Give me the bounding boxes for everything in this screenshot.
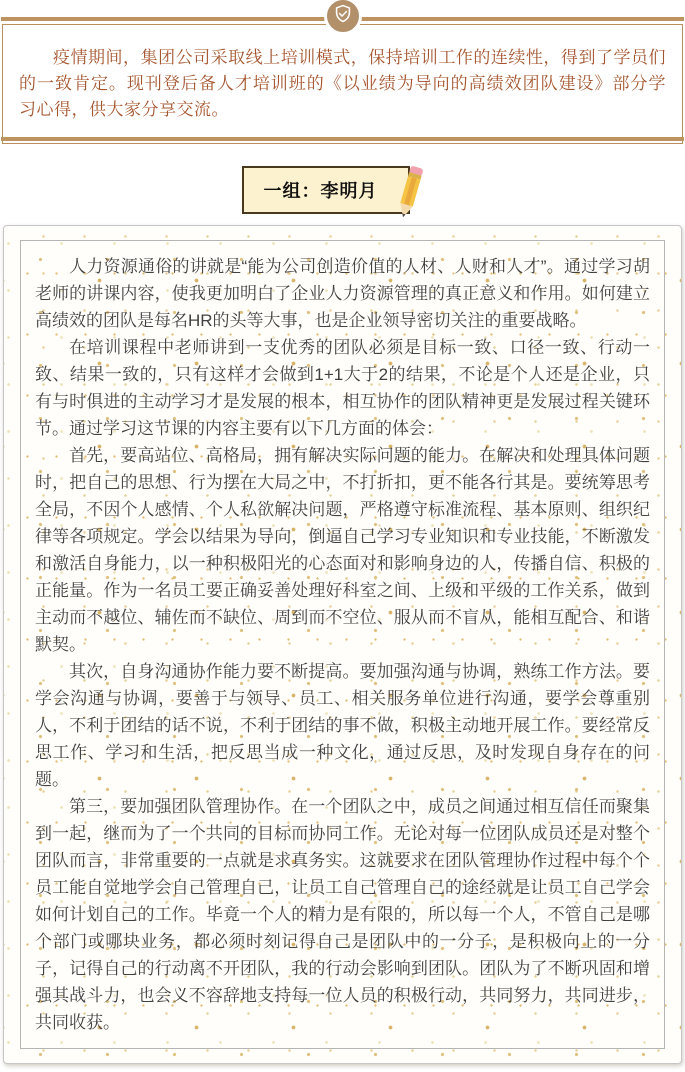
paragraph: 第三，要加强团队管理协作。在一个团队之中，成员之间通过相互信任而聚集到一起，继而为了一个共同的目标而协同工作。无论对每一位团队成员还是对整个团队而言，非常重要的一点就是求真务实。这就要求在团队管理协作过程中每个个员工能自觉地学会自己管理自己，让员工自己管理自己的途经就是让员工自己学会如何计划自己的工作。毕竟一个人的精力是有限的，所以每一个人，不管自己是哪个部门或哪块业务，都必须时刻记得自己是团队中的一分子，是积极向上的一分子，记得自己的行动离不开团队，我的行动会影响到团队。团队为了不断巩固和增强其战斗力，也会义不容辞地支持每一位人员的积极行动，共同努力，共同进步，共同收获。 (35, 797, 650, 1032)
author-tag (242, 166, 410, 214)
paragraph: 人力资源通俗的讲就是“能为公司创造价值的人材、人财和人才”。通过学习胡老师的讲课内容，使我更加明白了企业人力资源管理的真正意义和作用。如何建立高绩效的团队是每名HR的头等大事，也是企业领导密切关注的重要战略。 (35, 257, 650, 330)
paragraph: 首先，要高站位、高格局，拥有解决实际问题的能力。在解决和处理具体问题时，把自己的思想、行为摆在大局之中，不打折扣，更不能各行其是。要统筹思考全局，不因个人感情、个人私欲解决问题，严格遵守标准流程、基本原则、组织纪律等各项规定。学会以结果为导向，倒逼自己学习专业知识和专业技能，不断激发和激活自身能力，以一种积极阳光的心态面对和影响身边的人，传播自信、积极的正能量。作为一名员工要正确妥善处理好科室之间、上级和平级的工作关系，做到主动而不越位、辅佐而不缺位、周到而不空位、服从而不盲从，能相互配合、和谐默契。 (35, 446, 650, 654)
notice-banner (2, 24, 683, 144)
notice-text: 疫情期间，集团公司采取线上培训模式，保持培训工作的连续性，得到了学员们的一致肯定。现刊登后备人才培训班的《以业绩为导向的高绩效团队建设》部分学习心得，供大家分享交流。 (19, 48, 666, 119)
badge-circle (324, 0, 362, 35)
article-card (3, 225, 682, 1064)
article-body (20, 240, 665, 1049)
author-tag-label: 一组：李明月 (263, 181, 378, 201)
paragraph: 在培训课程中老师讲到一支优秀的团队必须是目标一致、口径一致、行动一致、结果一致的，只有这样才会做到1+1大于2的结果，不论是个人还是企业，只有与时俱进的主动学习才是发展的根本，相互协作的团队精神更是发展过程关键环节。通过学习这节课的内容主要有以下几方面的体会： (35, 338, 650, 438)
shield-check-icon (332, 3, 354, 30)
pencil-icon (388, 162, 430, 228)
paragraph: 其次，自身沟通协作能力要不断提高。要加强沟通与协调，熟练工作方法。要学会沟通与协调，要善于与领导、员工、相关服务单位进行沟通，要学会尊重别人，不利于团结的话不说，不利于团结的事不做，积极主动地开展工作。要经常反思工作、学习和生活，把反思当成一种文化，通过反思，及时发现自身存在的问题。 (35, 662, 650, 789)
